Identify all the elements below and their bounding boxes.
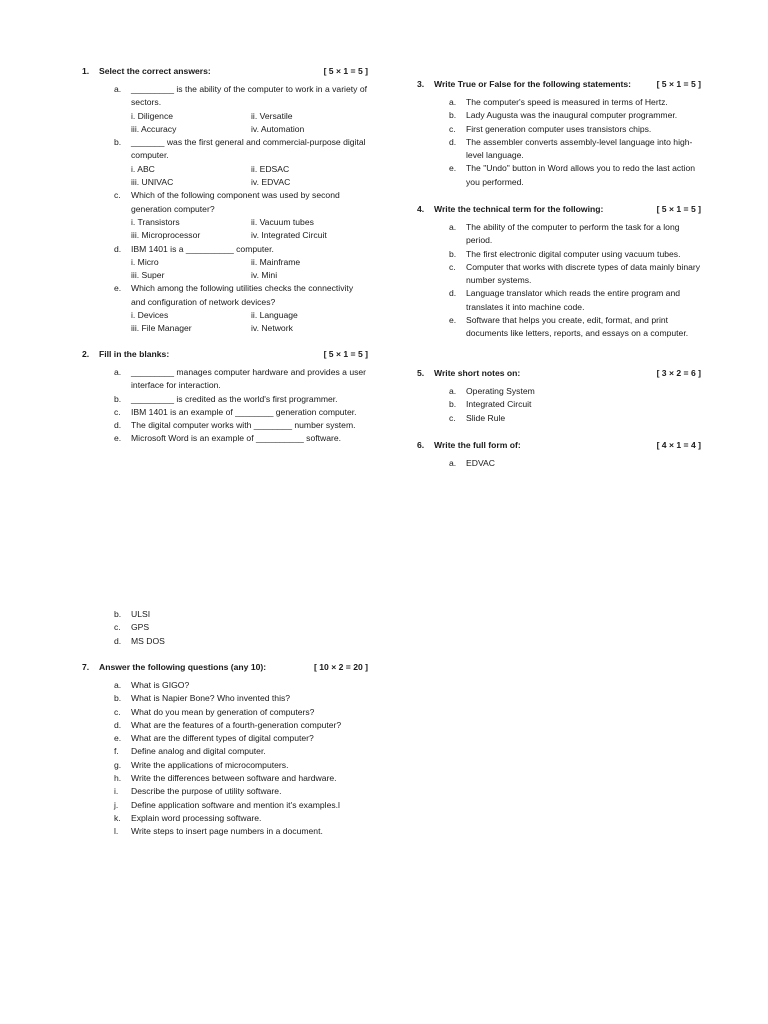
item-label: a. bbox=[114, 367, 122, 377]
item-label: e. bbox=[114, 283, 122, 294]
item-label: i. bbox=[114, 786, 119, 797]
answer-option: iv. Integrated Circuit bbox=[251, 230, 327, 241]
question-title: Write True or False for the following statements: bbox=[434, 79, 632, 89]
item-text: Software that helps you create, edit, format, and print documents like letters, reports, and essays on a computer. bbox=[466, 315, 689, 339]
item-text: IBM 1401 is a __________ computer. bbox=[131, 243, 274, 254]
question-header bbox=[82, 661, 368, 675]
list-item bbox=[417, 136, 701, 163]
item-label: c. bbox=[114, 622, 121, 633]
question-marks: [ 5 × 1 = 5 ] bbox=[323, 66, 368, 76]
item-text: Slide Rule bbox=[466, 412, 506, 423]
question-marks: [ 10 × 2 = 20 ] bbox=[314, 662, 368, 672]
answer-option: ii. Vacuum tubes bbox=[251, 216, 314, 227]
question-items bbox=[417, 457, 701, 470]
item-body bbox=[466, 123, 701, 136]
answer-option: iii. UNIVAC bbox=[131, 177, 174, 188]
item-label: c. bbox=[449, 261, 456, 272]
item-body bbox=[466, 398, 701, 411]
list-item bbox=[82, 83, 368, 136]
question-title: Write the full form of: bbox=[434, 440, 521, 450]
item-text: _______ was the first general and commercial-purpose digital computer. bbox=[131, 137, 366, 161]
answer-option: ii. Versatile bbox=[251, 110, 293, 121]
item-text: First generation computer uses transistors chips. bbox=[466, 123, 652, 134]
item-label: a. bbox=[114, 680, 122, 690]
answer-options bbox=[131, 216, 368, 243]
question-header bbox=[417, 203, 701, 217]
list-item bbox=[417, 385, 701, 398]
item-text: What are the features of a fourth-generation computer? bbox=[131, 719, 342, 730]
item-text: The first electronic digital computer using vacuum tubes. bbox=[466, 248, 681, 259]
item-label: b. bbox=[114, 137, 122, 148]
item-text: ULSI bbox=[131, 609, 151, 619]
item-body bbox=[131, 825, 368, 838]
item-body bbox=[466, 136, 701, 163]
list-item bbox=[82, 706, 368, 719]
list-item bbox=[82, 759, 368, 772]
list-item bbox=[417, 221, 701, 248]
item-text: Write steps to insert page numbers in a document. bbox=[131, 826, 323, 837]
question-items bbox=[82, 679, 368, 839]
list-item bbox=[82, 243, 368, 283]
item-label: c. bbox=[114, 706, 121, 717]
question-items bbox=[82, 83, 368, 336]
item-body bbox=[466, 248, 701, 261]
list-item bbox=[82, 189, 368, 242]
item-text: _________ is the ability of the computer to work in a variety of sectors. bbox=[131, 84, 367, 108]
item-label: a. bbox=[449, 222, 457, 232]
item-body bbox=[466, 287, 701, 314]
answer-option: iii. File Manager bbox=[131, 323, 192, 334]
question-1 bbox=[82, 65, 368, 336]
list-item bbox=[82, 679, 368, 692]
question-number: 5. bbox=[417, 368, 425, 378]
item-text: What are the different types of digital computer? bbox=[131, 733, 314, 744]
answer-option: i. Diligence bbox=[131, 110, 174, 121]
item-body bbox=[131, 799, 368, 812]
list-item bbox=[82, 785, 368, 798]
item-body bbox=[131, 189, 368, 242]
question-5 bbox=[417, 367, 701, 425]
answer-option: ii. Language bbox=[251, 310, 298, 321]
item-label: f. bbox=[114, 746, 119, 757]
item-label: b. bbox=[114, 693, 122, 704]
list-item bbox=[417, 261, 701, 288]
list-item bbox=[82, 419, 368, 432]
item-text: Write the applications of microcomputers. bbox=[131, 759, 289, 770]
item-body bbox=[131, 243, 368, 283]
list-item bbox=[417, 248, 701, 261]
item-body bbox=[131, 282, 368, 335]
item-text: GPS bbox=[131, 622, 150, 633]
item-label: a. bbox=[449, 458, 457, 468]
question-number: 4. bbox=[417, 204, 425, 214]
list-item bbox=[82, 799, 368, 812]
answer-option: iii. Accuracy bbox=[131, 123, 177, 134]
item-label: d. bbox=[114, 635, 122, 646]
question-number: 7. bbox=[82, 662, 90, 672]
item-body bbox=[131, 406, 368, 419]
item-body bbox=[131, 732, 368, 745]
question-2 bbox=[82, 348, 368, 446]
answer-option: iv. Automation bbox=[251, 123, 305, 134]
item-text: Define application software and mention it's examples.l bbox=[131, 799, 340, 810]
item-text: _________ is credited as the world's first programmer. bbox=[131, 393, 338, 404]
list-item bbox=[82, 621, 368, 634]
item-text: What do you mean by generation of computers? bbox=[131, 706, 315, 717]
item-text: The ability of the computer to perform the task for a long period. bbox=[466, 222, 680, 246]
item-label: d. bbox=[114, 243, 122, 254]
item-text: MS DOS bbox=[131, 635, 165, 646]
list-item bbox=[82, 825, 368, 838]
item-label: a. bbox=[449, 97, 457, 107]
list-item bbox=[417, 457, 701, 470]
item-text: What is Napier Bone? Who invented this? bbox=[131, 693, 291, 704]
item-label: e. bbox=[114, 733, 122, 744]
item-text: EDVAC bbox=[466, 458, 495, 468]
question-marks: [ 4 × 1 = 4 ] bbox=[656, 440, 701, 450]
item-body bbox=[466, 221, 701, 248]
item-body bbox=[131, 621, 368, 634]
item-label: e. bbox=[449, 163, 457, 174]
item-body bbox=[131, 136, 368, 189]
answer-option: i. Devices bbox=[131, 310, 169, 321]
item-label: e. bbox=[114, 433, 122, 444]
item-body bbox=[131, 706, 368, 719]
item-label: b. bbox=[449, 248, 457, 259]
item-body bbox=[131, 393, 368, 406]
question-7 bbox=[82, 661, 368, 839]
question-6 bbox=[417, 439, 701, 470]
item-body bbox=[131, 432, 368, 445]
answer-option: iv. Network bbox=[251, 323, 293, 334]
item-text: The computer's speed is measured in terms of Hertz. bbox=[466, 97, 668, 107]
list-item bbox=[82, 608, 368, 621]
question-marks: [ 5 × 1 = 5 ] bbox=[656, 204, 701, 214]
question-number: 2. bbox=[82, 349, 90, 359]
item-body bbox=[131, 812, 368, 825]
answer-option: ii. EDSAC bbox=[251, 163, 290, 174]
question-number: 6. bbox=[417, 440, 425, 450]
question-items bbox=[417, 96, 701, 189]
item-text: Which of the following component was used by second generation computer? bbox=[131, 190, 340, 214]
item-text: _________ manages computer hardware and provides a user interface for interaction. bbox=[131, 367, 367, 391]
answer-option: i. Micro bbox=[131, 256, 159, 267]
answer-option: ii. Mainframe bbox=[251, 256, 301, 267]
item-body bbox=[131, 692, 368, 705]
list-item bbox=[82, 692, 368, 705]
answer-options bbox=[131, 110, 368, 137]
question-title: Select the correct answers: bbox=[99, 66, 211, 76]
item-text: Define analog and digital computer. bbox=[131, 746, 266, 757]
item-body bbox=[466, 162, 701, 189]
question-number: 3. bbox=[417, 79, 425, 89]
item-text: IBM 1401 is an example of ________ generation computer. bbox=[131, 406, 357, 417]
item-label: k. bbox=[114, 812, 121, 823]
item-body bbox=[131, 608, 368, 621]
list-item bbox=[82, 432, 368, 445]
item-body bbox=[131, 772, 368, 785]
list-item bbox=[82, 719, 368, 732]
list-item bbox=[82, 136, 368, 189]
item-body bbox=[466, 109, 701, 122]
item-body bbox=[131, 83, 368, 136]
item-label: j. bbox=[114, 799, 119, 810]
question-marks: [ 5 × 1 = 5 ] bbox=[656, 79, 701, 89]
item-label: c. bbox=[114, 406, 121, 417]
question-marks: [ 5 × 1 = 5 ] bbox=[323, 349, 368, 359]
question-items bbox=[417, 385, 701, 425]
item-label: c. bbox=[449, 123, 456, 134]
list-item bbox=[82, 366, 368, 393]
list-item bbox=[417, 412, 701, 425]
item-label: b. bbox=[114, 393, 122, 404]
list-item bbox=[82, 745, 368, 758]
list-item bbox=[82, 812, 368, 825]
item-label: a. bbox=[449, 386, 457, 396]
question-4 bbox=[417, 203, 701, 341]
item-text: Operating System bbox=[466, 386, 535, 396]
item-body bbox=[466, 412, 701, 425]
list-item bbox=[417, 398, 701, 411]
item-text: What is GIGO? bbox=[131, 680, 190, 690]
list-item bbox=[82, 635, 368, 648]
list-item bbox=[417, 109, 701, 122]
item-label: g. bbox=[114, 759, 122, 770]
item-body bbox=[466, 457, 701, 470]
item-body bbox=[466, 314, 701, 341]
item-label: d. bbox=[114, 420, 122, 431]
question-items bbox=[82, 366, 368, 446]
list-item bbox=[417, 314, 701, 341]
list-item bbox=[82, 732, 368, 745]
item-body bbox=[131, 366, 368, 393]
item-text: Lady Augusta was the inaugural computer programmer. bbox=[466, 110, 678, 121]
list-item bbox=[417, 162, 701, 189]
item-text: Write the differences between software and hardware. bbox=[131, 773, 337, 784]
item-label: h. bbox=[114, 773, 122, 784]
question-6-continued bbox=[82, 608, 368, 648]
item-body bbox=[466, 261, 701, 288]
answer-option: iii. Super bbox=[131, 270, 165, 281]
item-label: d. bbox=[114, 719, 122, 730]
item-label: l. bbox=[114, 826, 119, 837]
item-body bbox=[131, 719, 368, 732]
question-title: Answer the following questions (any 10): bbox=[99, 662, 267, 672]
answer-option: i. Transistors bbox=[131, 216, 180, 227]
answer-option: i. ABC bbox=[131, 163, 155, 174]
question-title: Write short notes on: bbox=[434, 368, 521, 378]
question-title: Fill in the blanks: bbox=[99, 349, 170, 359]
question-header bbox=[417, 78, 701, 92]
list-item bbox=[82, 282, 368, 335]
question-header bbox=[417, 439, 701, 453]
list-item bbox=[82, 393, 368, 406]
item-text: Describe the purpose of utility software. bbox=[131, 786, 282, 797]
item-label: e. bbox=[449, 315, 457, 326]
list-item bbox=[417, 123, 701, 136]
item-label: b. bbox=[449, 399, 457, 410]
item-body bbox=[131, 785, 368, 798]
question-items bbox=[417, 221, 701, 341]
answer-options bbox=[131, 309, 368, 336]
list-item bbox=[417, 96, 701, 109]
item-text: Which among the following utilities checks the connectivity and configuration of network devices? bbox=[131, 283, 354, 307]
question-title: Write the technical term for the following: bbox=[434, 204, 604, 214]
item-text: The "Undo" button in Word allows you to redo the last action you performed. bbox=[466, 163, 696, 187]
answer-options bbox=[131, 256, 368, 283]
question-3 bbox=[417, 78, 701, 189]
item-label: b. bbox=[114, 609, 122, 619]
item-label: c. bbox=[449, 412, 456, 423]
item-body bbox=[131, 745, 368, 758]
list-item bbox=[417, 287, 701, 314]
item-text: The digital computer works with ________ number system. bbox=[131, 420, 356, 431]
question-header bbox=[82, 65, 368, 79]
list-item bbox=[82, 406, 368, 419]
item-label: d. bbox=[449, 136, 457, 147]
item-body bbox=[131, 679, 368, 692]
item-label: c. bbox=[114, 190, 121, 201]
answer-options bbox=[131, 163, 368, 190]
list-item bbox=[82, 772, 368, 785]
item-body bbox=[131, 759, 368, 772]
item-text: The assembler converts assembly-level language into high-level language. bbox=[466, 136, 693, 161]
item-text: Integrated Circuit bbox=[466, 399, 532, 410]
item-body bbox=[131, 419, 368, 432]
item-body bbox=[466, 96, 701, 109]
item-label: b. bbox=[449, 110, 457, 121]
item-text: Computer that works with discrete types of data mainly binary number systems. bbox=[466, 261, 701, 286]
answer-option: iii. Microprocessor bbox=[131, 230, 201, 241]
question-header bbox=[82, 348, 368, 362]
item-label: a. bbox=[114, 84, 122, 94]
answer-option: iv. EDVAC bbox=[251, 177, 291, 188]
question-marks: [ 3 × 2 = 6 ] bbox=[656, 368, 701, 378]
item-label: d. bbox=[449, 288, 457, 299]
item-body bbox=[131, 635, 368, 648]
question-items bbox=[82, 608, 368, 648]
item-text: Language translator which reads the entire program and translates it into machine code. bbox=[466, 288, 681, 312]
question-header bbox=[417, 367, 701, 381]
item-text: Microsoft Word is an example of __________ software. bbox=[131, 433, 342, 444]
item-text: Explain word processing software. bbox=[131, 812, 262, 823]
question-number: 1. bbox=[82, 66, 90, 76]
answer-option: iv. Mini bbox=[251, 270, 278, 281]
item-body bbox=[466, 385, 701, 398]
